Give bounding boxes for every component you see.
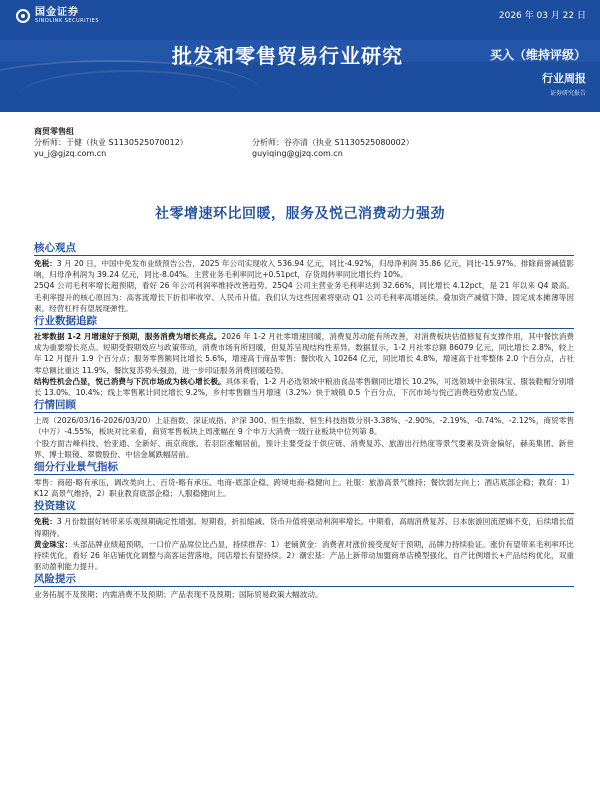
section-heading-advice: 投资建议 bbox=[34, 500, 76, 513]
paragraph-lead: 免税： bbox=[34, 517, 57, 527]
paragraph: 上周（2026/03/16-2026/03/20）上证指数、深证成指、沪深 300、恒生指数、恒生科技指数分别-3.38%、-2.90%、-2.19%、-0.74%、-2.12%，商贸零售（中万）-4.55%，板块对比来看，商贸零售板块上周涨幅在 9 个申万大消费一级行业板块中位列第 8。 bbox=[34, 416, 574, 437]
section-divider bbox=[34, 586, 574, 587]
section-heading-core: 核心观点 bbox=[34, 242, 76, 254]
paragraph: 25Q4 公司毛利率增长超预期，看好 26 年公司利润率维持改善趋势。25Q4 公司主营业务毛利率达到 32.66%，同比增长 4.12pct，是 21 年以来 Q4 最高。毛利率提升的核心原因为：高客流增长下折扣率收窄、人民币升值。我们认为这些因素将驱动 Q1 公司毛利率高增延续。叠加资产减值下降、固定成本摊薄等因素，经营杠杆有望展现弹性。 bbox=[34, 281, 574, 313]
section-divider bbox=[34, 412, 574, 413]
logo-name-en: SINOLINK SECURITIES bbox=[35, 18, 99, 24]
paragraph-lead: 免税： bbox=[34, 259, 57, 268]
section-divider bbox=[34, 474, 574, 475]
paragraph-text: 具体来看，1-2 月必选领域中粮油食品零售额同比增长 10.2%，可选领域中金银珠宝、服装鞋帽分别增长 13.0%、10.4%；线上零售累计同比增长 9.2%，乡村零售额当月增速（3.2%）快于城镇 0.5 个百分点，下沉市场与悦己消费趋势愈发凸显。 bbox=[34, 376, 574, 398]
section-divider bbox=[34, 513, 574, 514]
paragraph bbox=[34, 331, 574, 376]
company-logo bbox=[16, 7, 99, 24]
section-heading-data: 行业数据追踪 bbox=[34, 315, 97, 328]
paragraph-text: 3 月份数据好转带来乐观预期确定性增强。短期看，折扣缩减、货币升值将驱动利润率增长。中期看，高端消费复苏、日本旅游回流逻辑不变，后续增长值得期待。 bbox=[34, 517, 574, 538]
analyst-2-name: 分析师：谷亦清（执业 S1130525080002） bbox=[252, 138, 414, 147]
paragraph-text: 3 月 20 日，中国中免发布业绩预告公告，2025 年公司实现收入 536.94 亿元，同比-4.92%，归母净利润 35.86 亿元，同比-15.97%。排除商誉减值影响，归母净利润为 39.24 亿元，同比-8.04%。主营业务毛利率同比+0.51pct，存货周转率同比增长约 10%。 bbox=[34, 259, 574, 280]
section-heading-risk: 风险提示 bbox=[34, 573, 76, 586]
rating: 买入（维持评级） bbox=[489, 48, 586, 62]
report-type: 行业周报 bbox=[542, 72, 586, 85]
paragraph-text: 2026 年 1-2 月社零增速回暖，消费复苏动能有所改善，对消费板块估值修复有支撑作用，其中餐饮消费成为重要增长亮点。短期受假期效应与政策带动，消费市场有所回暖，但复苏呈现结构性差异。数据显示，1-2 月社零总额 86079 亿元，同比增长 2.8%，较上年 12 月提升 1.9 个百分点；服务零售额同比增长 5.6%，增速高于商品零售；餐饮收入 10264 亿元，同比增长 4.8%，增速高于社零整体 2.0 个百分点，占社零总额比重达 11.9%，餐饮复苏势头强劲，进一步印证服务消费回暖趋势。 bbox=[34, 332, 574, 375]
analyst-1-name: 分析师：于健（执业 S1130525070012） bbox=[34, 138, 188, 147]
paragraph bbox=[34, 539, 574, 573]
report-date: 2026 年 03 月 22 日 bbox=[498, 11, 586, 21]
report-headline: 社零增速环比回暖，服务及悦己消费动力强劲 bbox=[155, 206, 445, 222]
paragraph-lead: 结构性机会凸显，悦己消费与下沉市场成为核心增长极。 bbox=[34, 376, 226, 386]
paragraph bbox=[34, 516, 574, 538]
analyst-2-email[interactable]: guyiqing@gjzq.com.cn bbox=[252, 149, 343, 158]
paragraph-lead: 黄金珠宝： bbox=[34, 539, 73, 549]
analyst-1-email[interactable]: yu_j@gjzq.com.cn bbox=[34, 149, 107, 158]
header-decoration bbox=[20, 70, 240, 112]
report-header bbox=[0, 0, 600, 112]
section-heading-market: 行情回顾 bbox=[34, 399, 76, 412]
report-title: 批发和零售贸易行业研究 bbox=[172, 44, 403, 68]
paragraph bbox=[34, 258, 574, 280]
paragraph bbox=[34, 376, 574, 398]
section-divider bbox=[34, 255, 574, 256]
analyst-block bbox=[34, 126, 574, 159]
section-divider bbox=[34, 328, 574, 329]
section-heading-sub-industry: 细分行业景气指标 bbox=[34, 461, 118, 474]
logo-name-cn: 国金证券 bbox=[35, 7, 79, 18]
paragraph: 零售：商超-略有承压，调改类向上、百货-略有承压、电商-底部企稳、跨境电商-稳健向上。社服：旅游高景气维持；餐饮弱左向上；酒店底部企稳；教育：1）K12 高景气维持，2）职业教育底部企稳；人服稳健向上。 bbox=[34, 478, 574, 499]
logo-mark-icon bbox=[16, 9, 30, 23]
analyst-group: 商贸零售组 bbox=[34, 127, 74, 136]
paragraph-text: 头部品牌业绩超预期，一口价产品席位比凸显，持续推荐：1）老铺黄金：消费者对涨价接受度好于预期，品牌力持续验证。涨价有望带来毛利率环比持续优化，看好 26 年店铺优化调整与高客运营落地，同店增长有望持续。2）潮宏基：产品上新带动加盟商单店模型强化，自产比例增长+产品结构优化，双重驱动盈利能力提升。 bbox=[34, 539, 575, 572]
paragraph: 业务拓展不及预期；内需消费不及预期；产品表现不及预期；国际贸易政策大幅波动。 bbox=[34, 590, 323, 600]
paragraph-lead: 社零数据 1-2 月增速好于预期，服务消费为增长亮点。 bbox=[34, 332, 222, 342]
paragraph: 个股方面吉峰科技、怡亚通、全新好、南京商旅、若羽臣涨幅居前，预计主要受益于供应链、消费复苏、旅游出行热度等景气要素及资金偏好，赫美集团、新世界、博士眼镜、翠微股份、中信金属跌幅居前。 bbox=[34, 438, 574, 459]
report-body bbox=[34, 241, 574, 601]
report-subtitle: 证券研究报告 bbox=[549, 90, 586, 97]
